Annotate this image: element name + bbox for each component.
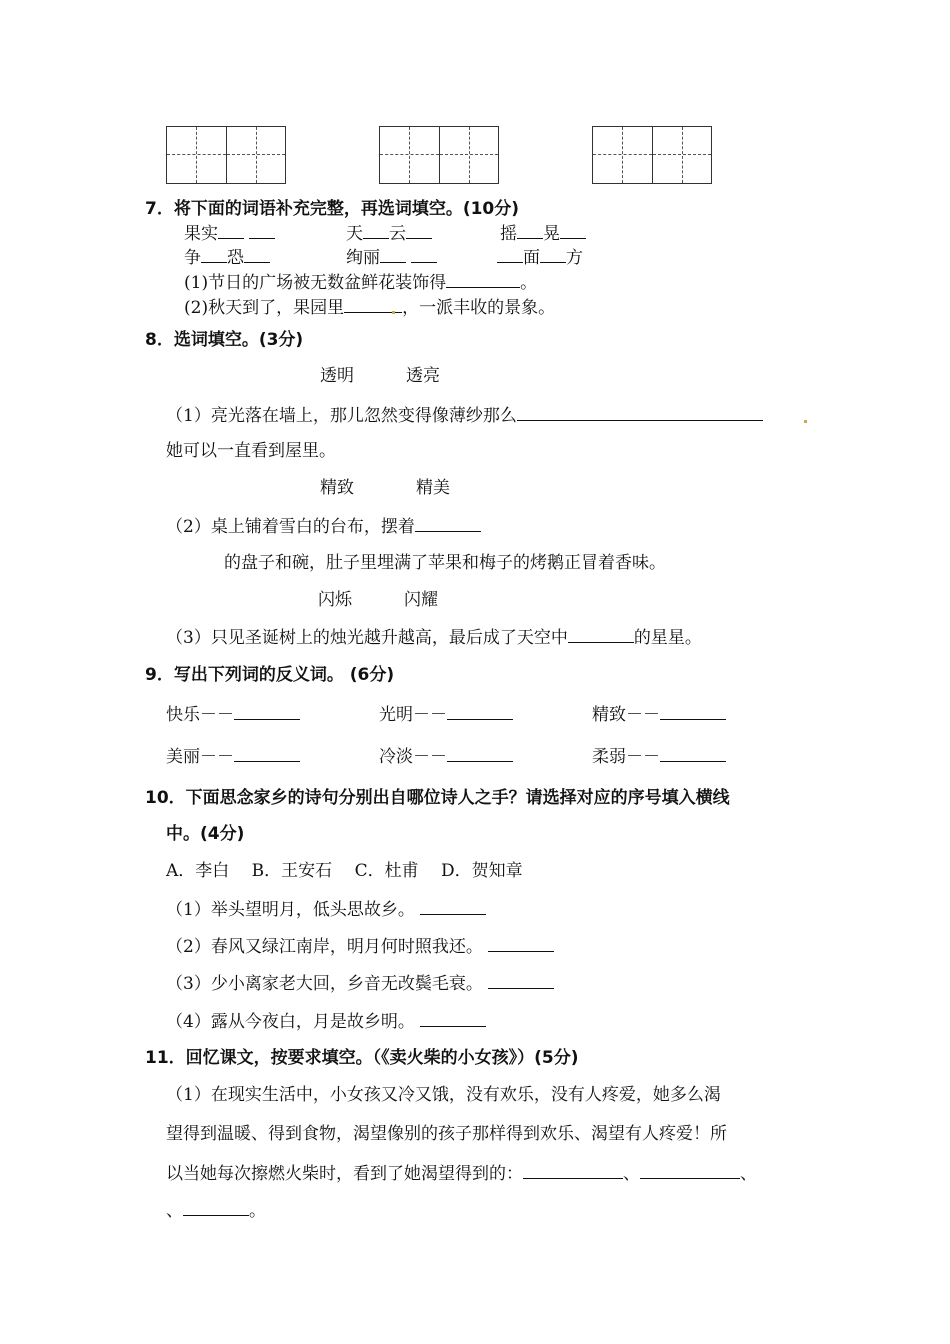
question-8-title: 8．选词填空。(3分) xyxy=(145,330,304,350)
q7-word-3 xyxy=(500,222,586,245)
poem-line: （1）举头望明月，低头思故乡。 xyxy=(166,900,415,920)
separator: 、 xyxy=(740,1164,757,1184)
word-text: 柔弱－－ xyxy=(592,747,660,767)
sentence-text: （1）亮光落在墙上，那儿忽然变得像薄纱那么 xyxy=(166,406,517,426)
q8-sentence-1 xyxy=(166,404,763,427)
q10-line-4 xyxy=(166,1010,486,1033)
q10-line-3 xyxy=(166,972,554,995)
q9-item-2 xyxy=(379,703,513,726)
q11-paragraph-line-2: 望得到温暖、得到食物，渴望像别的孩子那样得到欢乐、渴望有人疼爱！所 xyxy=(166,1124,727,1144)
q8-option-4: 精美 xyxy=(416,478,450,498)
question-11-title: 11．回忆课文，按要求填空。（《卖火柴的小女孩》）(5分) xyxy=(145,1048,579,1068)
q9-item-3 xyxy=(592,703,726,726)
question-7-title: 7．将下面的词语补充完整，再选词填空。(10分) xyxy=(145,199,520,219)
q8-sentence-3 xyxy=(166,626,702,649)
blank[interactable] xyxy=(380,246,406,263)
separator: 、 xyxy=(623,1164,640,1184)
blank[interactable] xyxy=(411,246,437,263)
question-10-title: 10．下面思念家乡的诗句分别出自哪位诗人之手？请选择对应的序号填入横线 xyxy=(145,788,730,808)
grid-cell[interactable] xyxy=(167,127,226,183)
word-text: 摇 xyxy=(500,224,517,244)
blank[interactable] xyxy=(363,222,389,239)
grid-cell[interactable] xyxy=(652,127,711,183)
blank[interactable] xyxy=(201,246,227,263)
q7-word-5 xyxy=(346,246,437,269)
blank[interactable] xyxy=(244,246,270,263)
blank[interactable] xyxy=(540,246,566,263)
sentence-text: 以当她每次擦燃火柴时，看到了她渴望得到的： xyxy=(166,1164,523,1184)
q9-item-6 xyxy=(592,745,726,768)
answer-blank[interactable] xyxy=(234,703,300,720)
writing-grid-2[interactable] xyxy=(379,126,499,184)
word-text: 美丽－－ xyxy=(166,747,234,767)
word-text: 光明－－ xyxy=(379,705,447,725)
poem-line: （2）春风又绿江南岸，明月何时照我还。 xyxy=(166,937,483,957)
word-text: 快乐－－ xyxy=(166,705,234,725)
q7-word-6 xyxy=(497,246,583,269)
answer-blank[interactable] xyxy=(523,1162,623,1179)
blank[interactable] xyxy=(406,222,432,239)
q10-line-1 xyxy=(166,898,486,921)
word-text: 面 xyxy=(523,248,540,268)
sentence-text: 。 xyxy=(520,273,538,293)
word-text: 冷淡－－ xyxy=(379,747,447,767)
poem-line: （4）露从今夜白，月是故乡明。 xyxy=(166,1012,415,1032)
q8-option-1: 透明 xyxy=(320,366,354,386)
grid-cell[interactable] xyxy=(226,127,285,183)
blank[interactable] xyxy=(218,222,244,239)
q8-option-5: 闪烁 xyxy=(318,590,352,610)
q7-sentence-1 xyxy=(184,271,537,294)
q7-sentence-2 xyxy=(184,296,555,319)
answer-blank[interactable] xyxy=(420,898,486,915)
answer-blank[interactable] xyxy=(660,703,726,720)
answer-blank[interactable] xyxy=(568,626,634,643)
q10-line-2 xyxy=(166,935,554,958)
word-text: 绚丽 xyxy=(346,248,380,268)
answer-blank[interactable] xyxy=(447,703,513,720)
grid-cell[interactable] xyxy=(593,127,652,183)
separator: 、 xyxy=(166,1201,183,1221)
q7-word-1 xyxy=(184,222,275,245)
q8-option-2: 透亮 xyxy=(406,366,440,386)
q9-item-4 xyxy=(166,745,300,768)
poem-line: （3）少小离家老大回，乡音无改鬓毛衰。 xyxy=(166,974,483,994)
answer-blank[interactable] xyxy=(488,935,554,952)
answer-blank[interactable] xyxy=(660,745,726,762)
q7-word-4 xyxy=(184,246,270,269)
word-text: 争 xyxy=(184,248,201,268)
q11-paragraph-line-4 xyxy=(166,1199,266,1222)
word-text: 方 xyxy=(566,248,583,268)
answer-blank[interactable] xyxy=(183,1199,249,1216)
question-10-title-cont: 中。(4分) xyxy=(166,824,245,844)
blank[interactable] xyxy=(497,246,523,263)
sentence-text: 的星星。 xyxy=(633,628,702,648)
q8-option-6: 闪耀 xyxy=(404,590,438,610)
answer-blank[interactable] xyxy=(415,515,481,532)
answer-blank[interactable] xyxy=(446,271,520,288)
sentence-text: (1)节日的广场被无数盆鲜花装饰得 xyxy=(184,273,447,293)
grid-cell[interactable] xyxy=(439,127,498,183)
answer-blank[interactable] xyxy=(488,972,554,989)
blank[interactable] xyxy=(249,222,275,239)
sentence-text: （3）只见圣诞树上的烛光越升越高，最后成了天空中 xyxy=(166,628,568,648)
word-text: 天 xyxy=(346,224,363,244)
q8-option-3: 精致 xyxy=(320,478,354,498)
q11-paragraph-line-3 xyxy=(166,1162,757,1185)
question-9-title: 9．写出下列词的反义词。 (6分) xyxy=(145,665,395,685)
q11-paragraph-line-1: （1）在现实生活中，小女孩又冷又饿，没有欢乐，没有人疼爱，她多么渴 xyxy=(166,1085,721,1105)
q7-word-2 xyxy=(346,222,432,245)
blank[interactable] xyxy=(560,222,586,239)
q8-sentence-2 xyxy=(166,515,481,538)
print-speck xyxy=(392,311,395,314)
q8-sentence-2-cont: 的盘子和碗，肚子里埋满了苹果和梅子的烤鹅正冒着香味。 xyxy=(224,553,666,573)
sentence-text: （2）桌上铺着雪白的台布，摆着 xyxy=(166,517,415,537)
writing-grid-3[interactable] xyxy=(592,126,712,184)
word-text: 恐 xyxy=(227,248,244,268)
answer-blank[interactable] xyxy=(234,745,300,762)
blank[interactable] xyxy=(517,222,543,239)
answer-blank[interactable] xyxy=(420,1010,486,1027)
q9-item-5 xyxy=(379,745,513,768)
q10-options: A．李白 B．王安石 C．杜甫 D．贺知章 xyxy=(166,861,523,881)
grid-cell[interactable] xyxy=(380,127,439,183)
word-text: 云 xyxy=(389,224,406,244)
word-text: 果实 xyxy=(184,224,218,244)
writing-grid-1[interactable] xyxy=(166,126,286,184)
print-speck xyxy=(804,420,807,423)
q9-item-1 xyxy=(166,703,300,726)
sentence-text: 。 xyxy=(249,1201,266,1221)
word-text: 晃 xyxy=(543,224,560,244)
sentence-text: ，一派丰收的景象。 xyxy=(402,298,556,318)
word-text: 精致－－ xyxy=(592,705,660,725)
answer-blank[interactable] xyxy=(517,404,763,421)
answer-blank[interactable] xyxy=(447,745,513,762)
answer-blank[interactable] xyxy=(640,1162,740,1179)
q8-sentence-1-cont: 她可以一直看到屋里。 xyxy=(166,441,336,461)
sentence-text: (2)秋天到了，果园里 xyxy=(184,298,345,318)
